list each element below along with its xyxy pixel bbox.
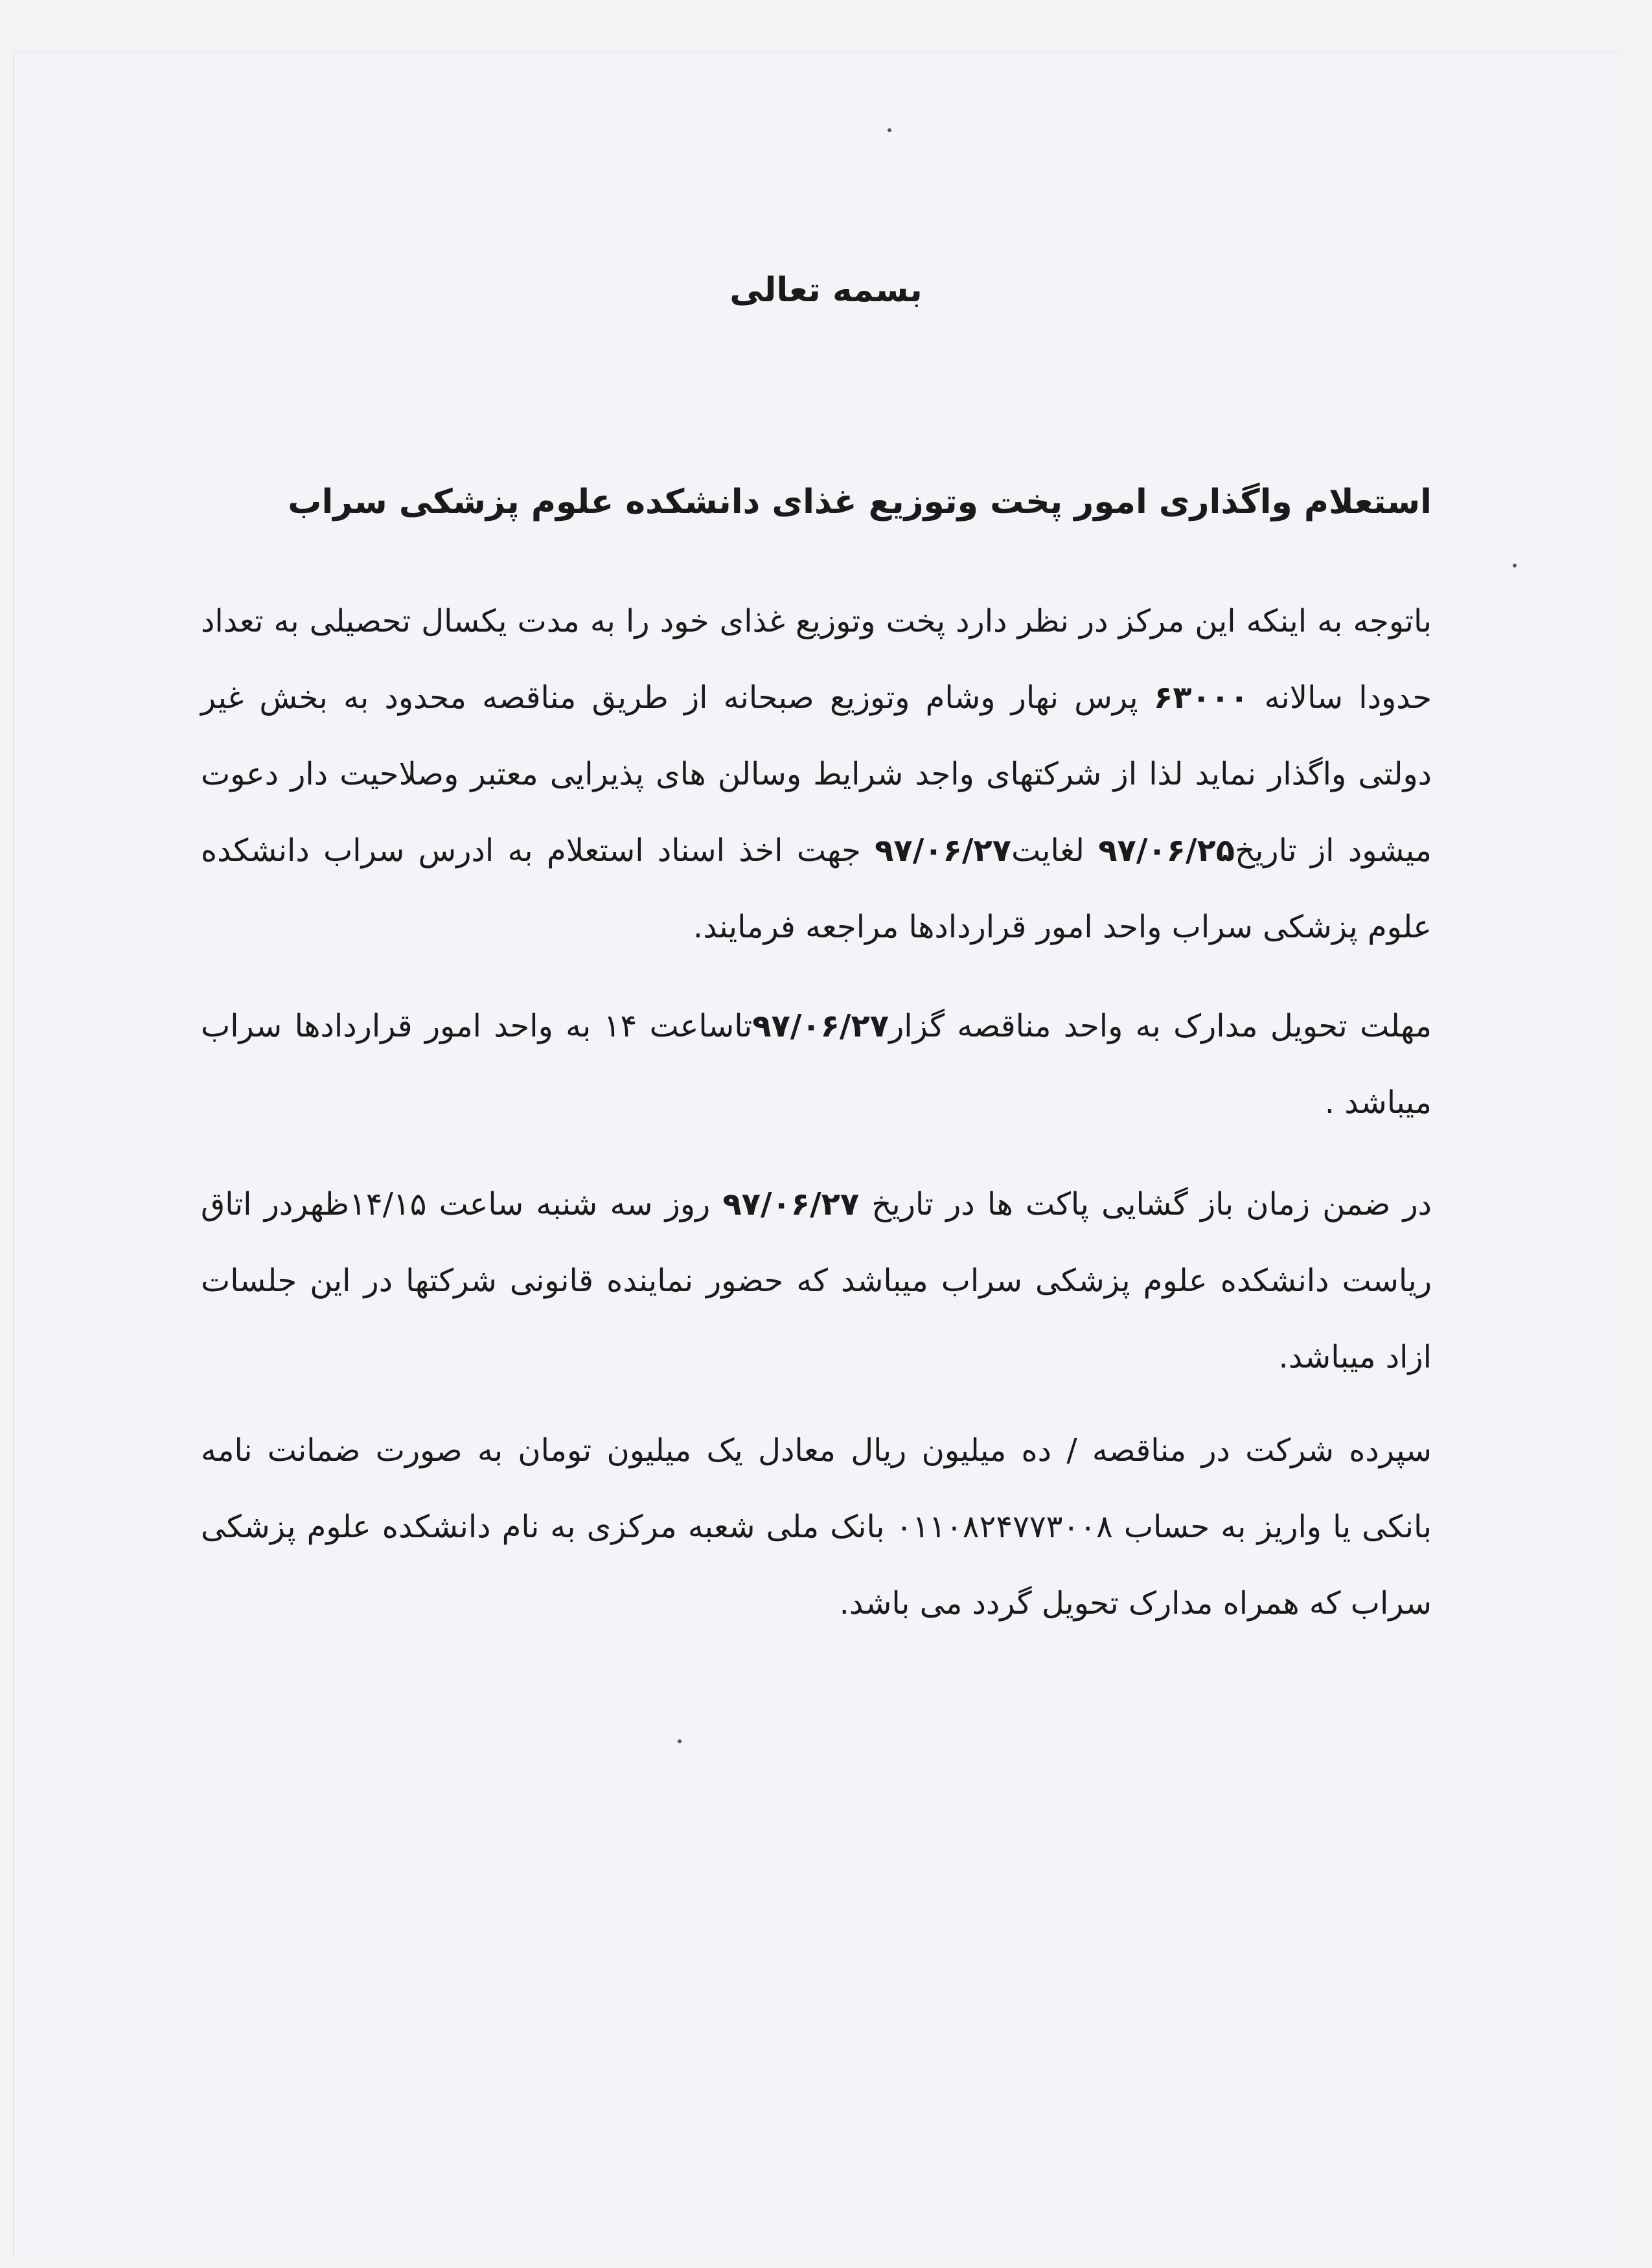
paragraph-text: روز سه شنبه ساعت ۱۴/۱۵ظهردر اتاق ریاست دانشکده علوم پزشکی سراب میباشد که حضور نماینده قانونی شرکتها در این جلسات ازاد میباشد.	[201, 1186, 1432, 1375]
document-subject: استعلام واگذاری امور پخت وتوزیع غذای دانشکده علوم پزشکی سراب	[288, 483, 1432, 521]
document-heading: بسمه تعالی	[729, 271, 923, 310]
paragraph-text: سپرده شرکت در مناقصه / ده میلیون ریال معادل یک میلیون تومان به صورت ضمانت نامه بانکی یا واریز به حساب ۰۱۱۰۸۲۴۷۷۳۰۰۸ بانک ملی شعبه مرکزی به نام دانشکده علوم پزشکی سراب که همراه مدارک تحویل گردد می باشد.	[201, 1432, 1432, 1621]
scan-speck	[678, 1739, 682, 1743]
end-date: ۹۷/۰۶/۲۷	[875, 832, 1011, 869]
paragraph-text: لغایت	[1011, 832, 1099, 869]
paragraph-deadline	[201, 988, 1432, 1141]
scan-speck	[888, 128, 891, 132]
paragraph-text: تاساعت ۱۴ به واحد امور قراردادها سراب میباشد .	[201, 1008, 1432, 1121]
document-page	[13, 52, 1618, 2256]
paragraph-text: باتوجه به اینکه این مرکز در نظر دارد پخت وتوزیع غذای خود را به مدت یکسال تحصیلی به تعداد حدودا سالانه	[201, 603, 1432, 716]
scan-speck	[1513, 564, 1517, 567]
deadline-date: ۹۷/۰۶/۲۷	[752, 1008, 889, 1044]
paragraph-opening	[201, 1166, 1432, 1395]
meal-count: ۶۳۰۰۰	[1153, 680, 1249, 716]
paragraph-text: پرس نهار وشام وتوزیع صبحانه از طریق مناقصه محدود به بخش غیر دولتی واگذار نماید لذا از شرکتهای واجد شرایط وسالن های پذیرایی معتبر وصلاحیت دار دعوت میشود از تاریخ	[201, 680, 1432, 869]
paragraph-deposit	[201, 1412, 1432, 1642]
start-date: ۹۷/۰۶/۲۵	[1098, 832, 1235, 869]
paragraph-text: جهت اخذ اسناد استعلام به ادرس سراب دانشکده علوم پزشکی سراب واحد امور قراردادها مراجعه فرمایند.	[201, 832, 1432, 945]
paragraph-text: مهلت تحویل مدارک به واحد مناقصه گزار	[889, 1008, 1432, 1044]
opening-date: ۹۷/۰۶/۲۷	[722, 1186, 860, 1222]
paragraph-text: در ضمن زمان باز گشایی پاکت ها در تاریخ	[859, 1186, 1432, 1222]
paragraph-invitation	[201, 583, 1432, 965]
